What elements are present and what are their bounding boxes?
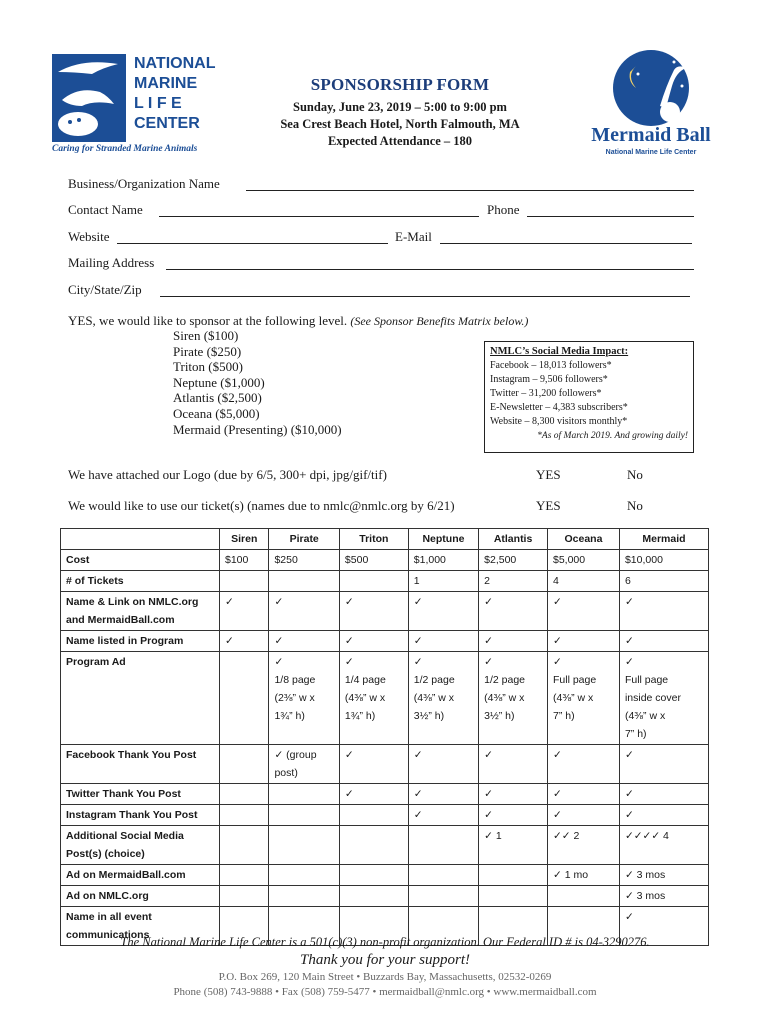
matrix-cell: ✓ 1 mo [548,865,620,886]
row-label: Additional Social Media Post(s) (choice) [61,826,220,865]
matrix-cell: ✓ [619,907,708,946]
social-line: Facebook – 18,013 followers* [490,360,612,371]
column-header: Atlantis [479,529,548,550]
logo-line-4: CENTER [134,115,200,132]
mailing-footer: P.O. Box 269, 120 Main Street • Buzzards Bay, Massachusetts, 02532-0269 [218,971,552,983]
matrix-cell: ✓ [408,592,478,631]
matrix-cell: 6 [619,571,708,592]
column-header: Neptune [408,529,478,550]
column-header: Pirate [269,529,339,550]
social-heading: NMLC’s Social Media Impact: [490,346,629,357]
level-option[interactable]: Neptune ($1,000) [173,374,265,390]
logo-question: We have attached our Logo (due by 6/5, 300+ dpi, jpg/gif/tif) [68,467,387,482]
email-label: E-Mail [395,229,432,244]
matrix-cell: ✓ (group post) [269,745,339,784]
matrix-row [61,550,709,571]
matrix-cell: ✓ 1/4 page (4⅜” w x 1¾” h) [339,652,408,745]
column-header: Mermaid [619,529,708,550]
matrix-cell [220,805,269,826]
row-label: Instagram Thank You Post [61,805,220,826]
matrix-cell: ✓ [619,805,708,826]
contact-name-input[interactable] [159,216,479,217]
matrix-cell: ✓ [408,805,478,826]
matrix-cell [269,886,339,907]
matrix-cell: ✓✓✓✓ 4 [619,826,708,865]
matrix-cell: 2 [479,571,548,592]
business-name-label: Business/Organization Name [68,176,220,191]
level-option[interactable]: Mermaid (Presenting) ($10,000) [173,421,342,437]
level-option[interactable]: Pirate ($250) [173,343,242,359]
matrix-cell [479,865,548,886]
sponsor-intro-note: (See Sponsor Benefits Matrix below.) [350,314,529,328]
business-name-input[interactable] [246,190,694,191]
matrix-cell [220,826,269,865]
matrix-cell: ✓ [548,631,620,652]
row-label: # of Tickets [61,571,220,592]
matrix-cell: ✓ [619,631,708,652]
matrix-cell [220,571,269,592]
level-option[interactable]: Atlantis ($2,500) [173,390,262,406]
matrix-cell: 4 [548,571,620,592]
matrix-cell: ✓ Full page (4⅜” w x 7” h) [548,652,620,745]
matrix-cell: $100 [220,550,269,571]
matrix-cell: $1,000 [408,550,478,571]
matrix-cell: ✓ [220,592,269,631]
matrix-row [61,745,709,784]
matrix-cell: ✓ [479,805,548,826]
row-label: Twitter Thank You Post [61,784,220,805]
matrix-row [61,592,709,631]
matrix-cell: ✓ [269,592,339,631]
matrix-cell: ✓ [548,592,620,631]
contact-name-label: Contact Name [68,202,143,217]
logo-yes-option[interactable]: YES [536,467,561,482]
level-option[interactable]: Oceana ($5,000) [173,405,260,421]
nmlc-logo [52,52,232,162]
row-label: Cost [61,550,220,571]
matrix-cell: ✓ [269,631,339,652]
matrix-cell: $2,500 [479,550,548,571]
mermaid-ball-name: Mermaid Ball [591,124,711,146]
event-venue: Sea Crest Beach Hotel, North Falmouth, MA [280,117,520,131]
form-title: SPONSORSHIP FORM [310,75,490,94]
matrix-cell: ✓ 1/8 page (2⅜” w x 1¾” h) [269,652,339,745]
matrix-row [61,631,709,652]
matrix-cell: ✓ [339,745,408,784]
website-label: Website [68,229,110,244]
matrix-cell [220,886,269,907]
matrix-cell: ✓ [619,745,708,784]
social-media-impact-box [484,341,694,453]
matrix-cell: ✓ [408,745,478,784]
matrix-cell [269,805,339,826]
matrix-cell: ✓ [220,631,269,652]
event-date: Sunday, June 23, 2019 – 5:00 to 9:00 pm [293,100,507,114]
sponsor-intro [68,313,528,329]
matrix-cell: ✓ [339,592,408,631]
logo-line-1: NATIONAL [134,55,216,72]
matrix-cell: ✓ [548,745,620,784]
mermaid-ball-logo [578,46,724,162]
sponsor-levels [173,328,342,437]
matrix-cell: $250 [269,550,339,571]
matrix-row [61,571,709,592]
matrix-cell [339,571,408,592]
matrix-cell: ✓✓ 2 [548,826,620,865]
matrix-row [61,826,709,865]
matrix-cell [269,865,339,886]
matrix-cell: ✓ [548,805,620,826]
matrix-cell: ✓ 3 mos [619,886,708,907]
matrix-cell [220,784,269,805]
sponsor-intro-text: YES, we would like to sponsor at the following level. [68,313,348,328]
contact-footer: Phone (508) 743-9888 • Fax (508) 759-5477 • mermaidball@nmlc.org • www.mermaidball.com [173,986,597,998]
city-state-zip-label: City/State/Zip [68,282,142,297]
matrix-cell: ✓ [548,784,620,805]
matrix-cell [408,886,478,907]
mailing-address-label: Mailing Address [68,255,155,270]
moon-tail-icon [578,46,724,128]
matrix-cell [269,571,339,592]
social-line: Twitter – 31,200 followers* [490,388,602,399]
row-label: Ad on MermaidBall.com [61,865,220,886]
level-option[interactable]: Siren ($100) [173,328,239,343]
column-header: Siren [220,529,269,550]
matrix-corner [61,529,220,550]
social-line: Website – 8,300 visitors monthly* [490,416,628,427]
matrix-cell: ✓ 1/2 page (4⅜” w x 3½” h) [479,652,548,745]
matrix-cell [339,865,408,886]
website-input[interactable] [117,243,388,244]
row-label: Name & Link on NMLC.org and MermaidBall.com [61,592,220,631]
mermaid-ball-sub: National Marine Life Center [605,149,697,156]
social-line: E-Newsletter – 4,383 subscribers* [490,402,628,413]
expected-attendance: Expected Attendance – 180 [327,134,473,148]
level-option[interactable]: Triton ($500) [173,359,243,375]
matrix-row [61,784,709,805]
logo-tagline: Caring for Stranded Marine Animals [52,144,198,154]
matrix-cell [479,886,548,907]
logo-line-2: MARINE [134,75,198,92]
matrix-row [61,886,709,907]
matrix-cell [548,886,620,907]
matrix-header-row [61,529,709,550]
thank-you: Thank you for your support! [300,952,470,968]
matrix-row [61,865,709,886]
matrix-cell: ✓ [408,784,478,805]
matrix-cell: ✓ [479,631,548,652]
matrix-row [61,805,709,826]
matrix-cell [339,805,408,826]
mailing-address-input[interactable] [166,269,694,270]
matrix-cell [220,865,269,886]
row-label: Name in all event communications [61,907,220,946]
social-note: *As of March 2019. And growing daily! [537,431,688,441]
email-input[interactable] [440,243,692,244]
matrix-cell [408,865,478,886]
matrix-cell: ✓ [339,784,408,805]
matrix-cell: $10,000 [619,550,708,571]
matrix-cell: $5,000 [548,550,620,571]
column-header: Oceana [548,529,620,550]
matrix-cell [220,652,269,745]
matrix-cell: ✓ 3 mos [619,865,708,886]
row-label: Name listed in Program [61,631,220,652]
phone-input[interactable] [527,216,694,217]
matrix-cell: ✓ Full page inside cover (4⅜” w x 7” h) [619,652,708,745]
social-line: Instagram – 9,506 followers* [490,374,608,385]
matrix-cell: ✓ [408,631,478,652]
sponsor-benefits-matrix [60,528,709,946]
logo-line-3: L I F E [134,95,182,112]
row-label: Program Ad [61,652,220,745]
tickets-question: We would like to use our ticket(s) (names due to nmlc@nmlc.org by 6/21) [68,498,455,513]
row-label: Facebook Thank You Post [61,745,220,784]
matrix-cell: ✓ [619,592,708,631]
matrix-cell [339,886,408,907]
matrix-cell: $500 [339,550,408,571]
matrix-cell: ✓ [479,745,548,784]
phone-label: Phone [487,202,520,217]
matrix-cell [220,745,269,784]
column-header: Triton [339,529,408,550]
tickets-no-option[interactable]: No [627,498,643,513]
logo-no-option[interactable]: No [627,467,643,482]
matrix-cell [269,784,339,805]
matrix-cell: ✓ [339,631,408,652]
city-state-zip-input[interactable] [160,296,690,297]
matrix-cell [408,826,478,865]
matrix-cell: ✓ [479,592,548,631]
row-label: Ad on NMLC.org [61,886,220,907]
matrix-row [61,652,709,745]
matrix-cell [269,826,339,865]
matrix-cell: ✓ 1/2 page (4⅜” w x 3½” h) [408,652,478,745]
tickets-yes-option[interactable]: YES [536,498,561,513]
matrix-cell: ✓ 1 [479,826,548,865]
matrix-cell: ✓ [479,784,548,805]
matrix-cell: ✓ [619,784,708,805]
matrix-cell [339,826,408,865]
nonprofit-statement: The National Marine Life Center is a 501(c)(3) non-profit organization. Our Federal ID # is 04-3290276. [120,935,650,949]
matrix-cell: 1 [408,571,478,592]
